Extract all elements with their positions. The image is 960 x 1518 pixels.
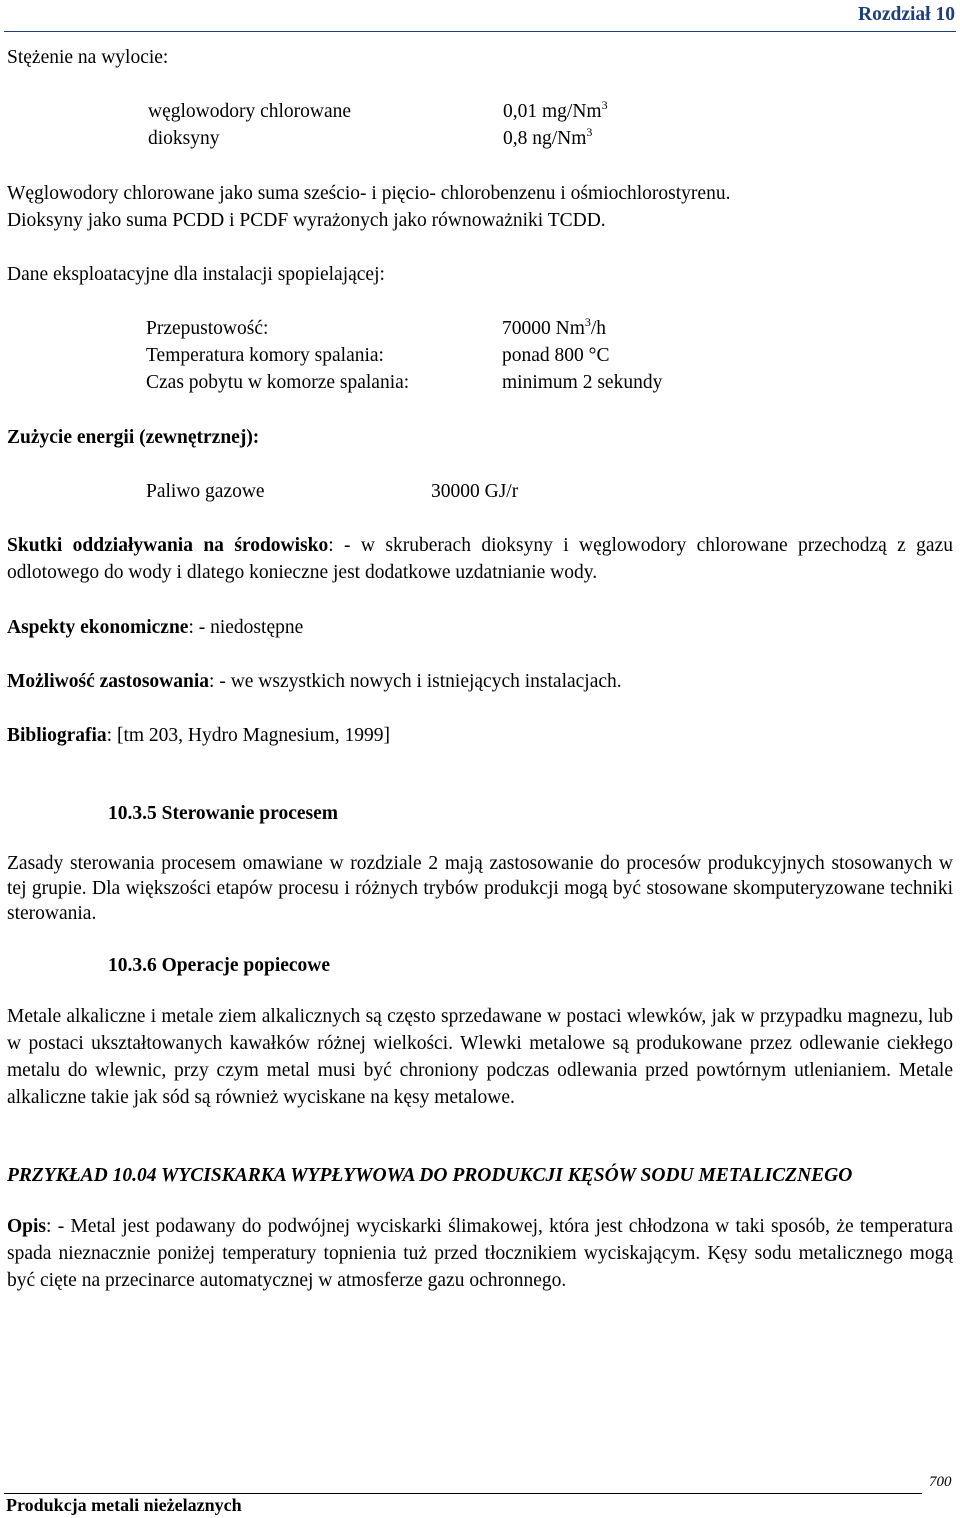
- section-paragraph: Metale alkaliczne i metale ziem alkalicznych są często sprzedawane w postaci wlewków, jak w przypadku magnezu, lub w postaci ukształtowanych kawałków różnej wielkości. Wlewki metalowe są produkowane przez odlewanie ciekłego metalu do wlewnic, przy czym metal musi być chroniony podczas odlewania przed powtórnym utlenianiem. Metale alkaliczne takie jak sód są również wyciskane na kęsy metalowe.: [7, 1006, 953, 1108]
- footer-title: Produkcja metali nieżelaznych: [6, 1495, 242, 1515]
- example-text: : - Metal jest podawany do podwójnej wyciskarki ślimakowej, która jest chłodzona w taki sposób, że temperatura spada nieznacznie poniżej temperatury topnienia tuż przed tłocznikiem wyciskającym. Kęsy sodu metalicznego mogą być cięte na przecinarce automatycznej w atmosferze gazu ochronnego.: [7, 1216, 953, 1291]
- section-paragraph: Zasady sterowania procesem omawiane w rozdziale 2 mają zastosowanie do procesów produkcyjnych stosowanych w tej grupie. Dla większości etapów procesu i różnych trybów produkcji mogą być stosowane skomputeryzowane techniki sterowania.: [7, 853, 953, 924]
- energy-value: 30000 GJ/r: [431, 481, 519, 502]
- effects-text: : - w skruberach dioksyny i węglowodory chlorowane przechodzą z gazu odlotowego do wody i dlatego konieczne jest dodatkowe uzdatnianie wody.: [7, 535, 953, 583]
- operational-label: Temperatura komory spalania:: [146, 345, 384, 366]
- outlet-row-name: dioksyny: [148, 128, 220, 149]
- applicability-text: : - we wszystkich nowych i istniejących instalacjach.: [209, 671, 622, 692]
- applicability-line: [7, 668, 622, 695]
- economics-line: [7, 614, 303, 641]
- header-rule: [4, 31, 956, 32]
- outlet-note: Dioksyny jako suma PCDD i PCDF wyrażonych jako równoważniki TCDD.: [7, 210, 606, 231]
- outlet-row-value: 0,8 ng/Nm$^3$: [503, 125, 593, 149]
- outlet-row-name: węglowodory chlorowane: [148, 101, 352, 122]
- energy-title: Zużycie energii (zewnętrznej):: [7, 427, 260, 448]
- bibliography-text: : [tm 203, Hydro Magnesium, 1999]: [106, 725, 390, 746]
- operational-value: ponad 800 °C: [502, 345, 610, 366]
- bibliography-line: [7, 722, 390, 749]
- economics-text: : - niedostępne: [188, 617, 304, 638]
- section-heading: 10.3.5 Sterowanie procesem: [108, 803, 338, 824]
- example-label: Opis: [7, 1216, 47, 1237]
- operational-label: Przepustowość:: [146, 318, 269, 339]
- applicability-label: Możliwość zastosowania: [7, 671, 210, 692]
- outlet-note: Węglowodory chlorowane jako suma sześcio- i pięcio- chlorobenzenu i ośmiochlorostyrenu.: [7, 183, 731, 204]
- example-paragraph: [7, 1213, 953, 1294]
- operational-label: Czas pobytu w komorze spalania:: [146, 372, 410, 393]
- chapter-label: Rozdział 10: [858, 4, 955, 25]
- footer-rule: [4, 1493, 922, 1494]
- energy-label: Paliwo gazowe: [146, 481, 265, 502]
- operational-title: Dane eksploatacyjne dla instalacji spopielającej:: [7, 264, 385, 285]
- effects-label: Skutki oddziaływania na środowisko: [7, 535, 329, 556]
- bibliography-label: Bibliografia: [7, 725, 107, 746]
- section-heading: 10.3.6 Operacje popiecowe: [108, 955, 331, 976]
- outlet-title: Stężenie na wylocie:: [7, 47, 169, 68]
- operational-value: 70000 Nm$^3$/h: [502, 315, 607, 339]
- operational-value: minimum 2 sekundy: [502, 372, 663, 393]
- example-title: PRZYKŁAD 10.04 WYCISKARKA WYPŁYWOWA DO PRODUKCJI KĘSÓW SODU METALICZNEGO: [7, 1165, 853, 1186]
- outlet-row-value: 0,01 mg/Nm$^3$: [503, 98, 608, 122]
- effects-paragraph: [7, 532, 953, 586]
- economics-label: Aspekty ekonomiczne: [7, 617, 189, 638]
- page-number: 700: [929, 1474, 952, 1490]
